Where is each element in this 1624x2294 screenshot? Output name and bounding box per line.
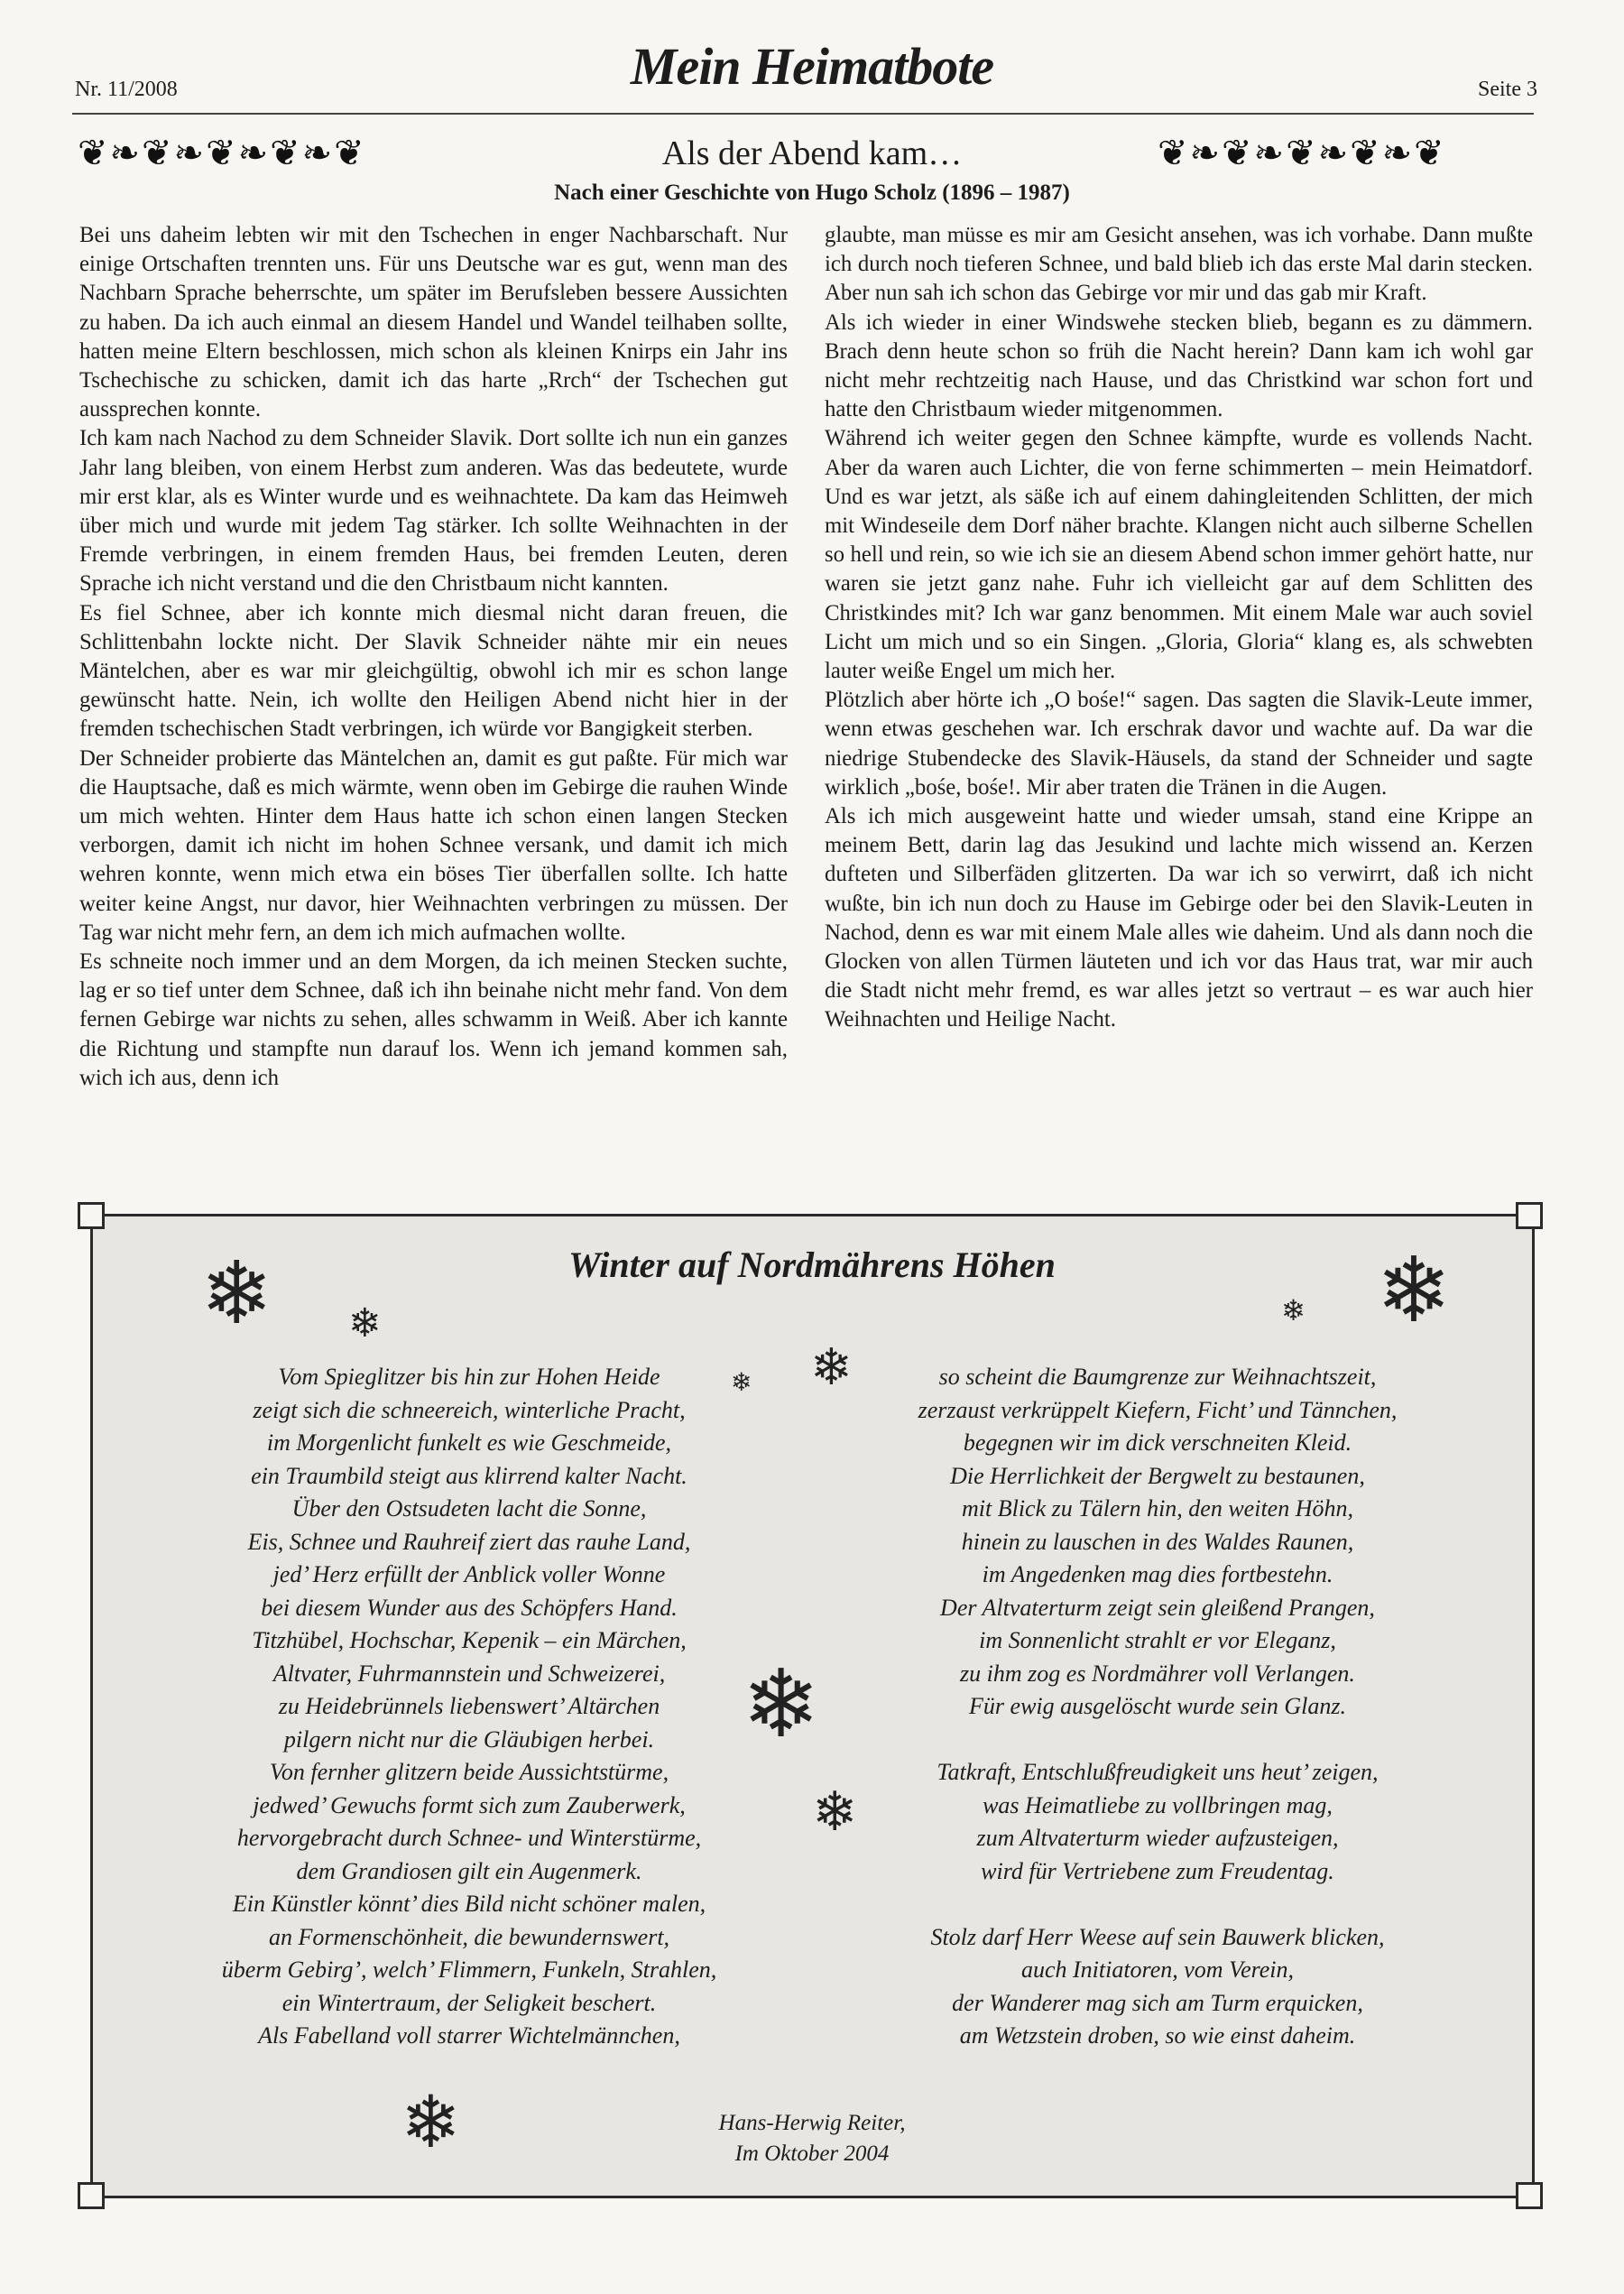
poem-line: Für ewig ausgelöscht wurde sein Glanz.: [969, 1693, 1346, 1719]
poem-line: begegnen wir im dick verschneiten Kleid.: [963, 1429, 1352, 1456]
paragraph: Es fiel Schnee, aber ich konnte mich diesmal nicht daran freuen, die Schlittenbahn lockte nicht. Der Slavik Schneider nähte mir ein neues Mäntelchen, aber es war mir gleichgültig, obwohl ich mir es schon lange gewünscht hatte. Nein, ich wollte den Heiligen Abend nicht hier in der fremden tschechischen Stadt verbringen, ich würde vor Bangigkeit sterben.: [79, 600, 788, 742]
article-subtitle: Nach einer Geschichte von Hugo Scholz (1896 – 1987): [554, 180, 1070, 205]
poem-line: an Formenschönheit, die bewundernswert,: [268, 1923, 670, 1950]
poem-date: Im Oktober 2004: [734, 2141, 890, 2166]
poem-line: hinein zu lauschen in des Waldes Raunen,: [961, 1528, 1354, 1555]
floral-ornament-icon: ❦❧❦❧❦❧❦❧❦: [78, 133, 366, 174]
article-title: Als der Abend kam…: [661, 134, 963, 172]
paragraph: glaubte, man müsse es mir am Gesicht ansehen, was ich vorhabe. Dann mußte ich durch noch tieferen Schnee, und bald blieb ich das erste Mal darin stecken. Aber nun sah ich schon das Gebirge vor mir und das gab mir Kraft.: [825, 223, 1533, 306]
poem-line: Eis, Schnee und Rauhreif ziert das rauhe Land,: [247, 1528, 691, 1555]
poem-line: Titzhübel, Hochschar, Kepenik – ein Märchen,: [252, 1627, 687, 1653]
paragraph: Bei uns daheim lebten wir mit den Tschechen in enger Nachbarschaft. Nur einige Ortschaften trennten uns. Für uns Deutsche war es gut, wenn man des Nachbarn Sprache beherrschte, um später im Berufsleben bessere Aussichten zu haben. Da ich auch einmal an diesem Handel und Wandel teilhaben sollte, hatten meine Eltern beschlossen, mich schon als kleinen Knirps ein Jahr ins Tschechische zu schicken, damit ich das harte „Rrch“ der Tschechen gut aussprechen konnte.: [79, 223, 788, 422]
paragraph: Als ich mich ausgeweint hatte und wieder umsah, stand eine Krippe an meinem Bett, darin lag das Jesukind und lachte mich wissend an. Kerzen dufteten und Silberfäden glitzerten. Da war ich so verwirrt, daß ich nicht wußte, bin ich nun doch zu Hause im Gebirge oder bei den Slavik-Leuten in Nachod, denn es war mit einem Male alles wie daheim. Und als dann noch die Glocken von allen Türmen läuteten und ich vor das Haus trat, war mir auch die Stadt nicht mehr fremd, es war alles jetzt so vertraut – es war auch hier Weihnachten und Heilige Nacht.: [825, 804, 1533, 1032]
poem-line: im Angedenken mag dies fortbestehn.: [982, 1561, 1333, 1587]
poem-line: Tatkraft, Entschlußfreudigkeit uns heut’ zeigen,: [937, 1759, 1379, 1785]
box-corner-ornament: [1516, 1202, 1543, 1229]
poem-line: [815, 1888, 1500, 1921]
snowflake-icon: ❄: [401, 2080, 462, 2164]
snowflake-icon: ❄: [200, 1243, 273, 1344]
snowflake-icon: ❄: [731, 1367, 752, 1397]
issue-number: Nr. 11/2008: [75, 78, 178, 101]
poem-signature: [541, 2108, 1083, 2169]
paragraph: Plötzlich aber hörte ich „O bośe!“ sagen. Das sagten die Slavik-Leute immer, wenn etwas geschehen war. Ich erschrak davor und wachte auf. Da war die niedrige Stubendecke des Slavik-Häusels, da stand der Schneider und sagte wirklich „bośe, bośe!. Mir aber traten die Tränen in die Augen.: [825, 688, 1533, 800]
poem-line: Der Altvaterturm zeigt sein gleißend Prangen,: [940, 1594, 1375, 1621]
snowflake-icon: ❄: [1281, 1293, 1306, 1327]
poem-line: Stolz darf Herr Weese auf sein Bauwerk blicken,: [930, 1923, 1385, 1950]
snowflake-icon: ❄: [810, 1338, 853, 1397]
poem-line: Die Herrlichkeit der Bergwelt zu bestaunen,: [950, 1462, 1365, 1489]
poem-line: zu Heidebrünnels liebenswert’ Altärchen: [278, 1693, 660, 1719]
box-corner-ornament: [78, 2182, 105, 2209]
poem-line: hervorgebracht durch Schnee- und Winterstürme,: [236, 1825, 702, 1851]
poem-title: Winter auf Nordmährens Höhen: [568, 1244, 1056, 1285]
poem-line: mit Blick zu Tälern hin, den weiten Höhn,: [961, 1495, 1353, 1522]
poem-line: im Morgenlicht funkelt es wie Geschmeide,: [266, 1429, 672, 1456]
poem-line: pilgern nicht nur die Gläubigen herbei.: [283, 1725, 655, 1753]
snowflake-icon: ❄: [812, 1781, 858, 1844]
poem-line: im Sonnenlicht strahlt er vor Eleganz,: [979, 1627, 1336, 1653]
poem-line: Ein Künstler könnt’ dies Bild nicht schöner malen,: [232, 1891, 706, 1917]
poem-line: so scheint die Baumgrenze zur Weihnachtszeit,: [938, 1364, 1377, 1390]
poem-column-right: [815, 1361, 1500, 2053]
poem-line: am Wetzstein droben, so wie einst daheim.: [959, 2022, 1356, 2049]
poem-column-left: [126, 1361, 812, 2053]
article-column-left: [79, 221, 788, 1093]
paragraph: Es schneite noch immer und an dem Morgen, da ich meinen Stecken suchte, lag er so tief unter dem Schnee, daß ich ihn beinahe nicht mehr fand. Von dem fernen Gebirge war nichts zu sehen, alles schwamm in Weiß. Aber ich kannte die Richtung und stampfte nun darauf los. Wenn ich jemand kommen sah, wich ich aus, denn ich: [79, 949, 788, 1090]
page-number: Seite 3: [1478, 78, 1537, 101]
poem-line: bei diesem Wunder aus des Schöpfers Hand.: [261, 1594, 678, 1621]
poem-line: [815, 1724, 1500, 1757]
poem-line: Als Fabelland voll starrer Wichtelmännchen,: [258, 2022, 680, 2049]
poem-line: ein Wintertraum, der Seligkeit beschert.: [281, 1989, 657, 2016]
poem-line: jed’ Herz erfüllt der Anblick voller Wonne: [272, 1561, 666, 1587]
poem-line: zerzaust verkrüppelt Kiefern, Ficht’ und Tännchen,: [918, 1396, 1398, 1423]
paragraph: Ich kam nach Nachod zu dem Schneider Slavik. Dort sollte ich nun ein ganzes Jahr lang bleiben, von einem Herbst zum anderen. Was das bedeutete, wurde mir erst klar, als es Winter wurde und es weihnachtete. Da kam das Heimweh über mich und wurde mit jedem Tag stärker. Ich sollte Weihnachten in der Fremde verbringen, in einem fremden Haus, bei fremden Leuten, deren Sprache ich nicht verstand und die den Christbaum nicht kannten.: [79, 426, 788, 597]
poem-line: dem Grandiosen gilt ein Augenmerk.: [296, 1857, 642, 1884]
snowflake-icon: ❄: [348, 1300, 382, 1346]
poem-line: Vom Spieglitzer bis hin zur Hohen Heide: [278, 1364, 660, 1390]
poem-line: auch Initiatoren, vom Verein,: [1020, 1956, 1295, 1983]
poem-line: überm Gebirg’, welch’ Flimmern, Funkeln, Strahlen,: [221, 1956, 717, 1983]
snowflake-icon: ❄: [742, 1649, 821, 1759]
box-corner-ornament: [78, 1202, 105, 1229]
poem-line: Von fernher glitzern beide Aussichtstürme,: [269, 1759, 669, 1785]
poem-line: zu ihm zog es Nordmährer voll Verlangen.: [960, 1660, 1355, 1687]
box-corner-ornament: [1516, 2182, 1543, 2209]
floral-ornament-icon: ❦❧❦❧❦❧❦❧❦: [1158, 133, 1446, 174]
poem-line: jedwed’ Gewuchs formt sich zum Zauberwerk,: [253, 1791, 686, 1818]
poem-line: zum Altvaterturm wieder aufzusteigen,: [976, 1825, 1339, 1851]
paragraph: Der Schneider probierte das Mäntelchen an, damit es gut paßte. Für mich war die Hauptsache, daß es mich wärmte, wenn oben im Gebirge die rauhen Winde um mich wehten. Hinter dem Haus hatte ich schon einen langen Stecken verborgen, damit ich nicht im hohen Schnee versank, und damit ich mich wehren konnte, wenn mich etwa ein böses Tier überfallen sollte. Ich hatte weiter keine Angst, nur davor, hier Weihnachten verbringen zu müssen. Der Tag war nicht mehr fern, an dem ich mich aufmachen wollte.: [79, 745, 788, 945]
poem-line: wird für Vertriebene zum Freudentag.: [981, 1857, 1334, 1884]
poem-line: der Wanderer mag sich am Turm erquicken,: [952, 1989, 1363, 2016]
poem-line: zeigt sich die schneereich, winterliche Pracht,: [253, 1396, 686, 1423]
snowflake-icon: ❄: [1376, 1237, 1452, 1343]
paragraph: Während ich weiter gegen den Schnee kämpfte, wurde es vollends Nacht. Aber da waren auch Lichter, die von ferne schimmerten – mein Heimatdorf. Und es war jetzt, als säße ich auf einem dahingleitenden Schlitten, der mich mit Windeseile dem Dorf näher brachte. Klangen nicht auch silberne Schellen so hell und rein, so wie ich sie an diesem Abend schon immer gehört hatte, nur waren sie jetzt ganz nahe. Fuhr ich vielleicht gar auf dem Schlitten des Christkindes mit? Ich war ganz benommen. Mit einem Male war auch soviel Licht um mich und so ein Singen. „Gloria, Gloria“ klang es, als schwebten lauter weiße Engel um mich her.: [825, 426, 1533, 684]
paragraph: Als ich wieder in einer Windswehe stecken blieb, begann es zu dämmern. Brach denn heute schon so früh die Nacht herein? Dann kam ich wohl gar nicht mehr rechtzeitig nach Hause, und das Christkind war schon fort und hatte den Christbaum wieder mitgenommen.: [825, 310, 1533, 422]
author-name: Hans-Herwig Reiter,: [718, 2111, 906, 2135]
header-rule: [72, 113, 1534, 115]
poem-line: Altvater, Fuhrmannstein und Schweizerei,: [272, 1660, 666, 1687]
poem-line: ein Traumbild steigt aus klirrend kalter Nacht.: [251, 1462, 687, 1489]
masthead: Mein Heimatbote: [630, 37, 994, 96]
poem-line: Über den Ostsudeten lacht die Sonne,: [291, 1495, 647, 1522]
poem-line: was Heimatliebe zu vollbringen mag,: [983, 1791, 1333, 1818]
article-column-right: [825, 221, 1533, 1035]
